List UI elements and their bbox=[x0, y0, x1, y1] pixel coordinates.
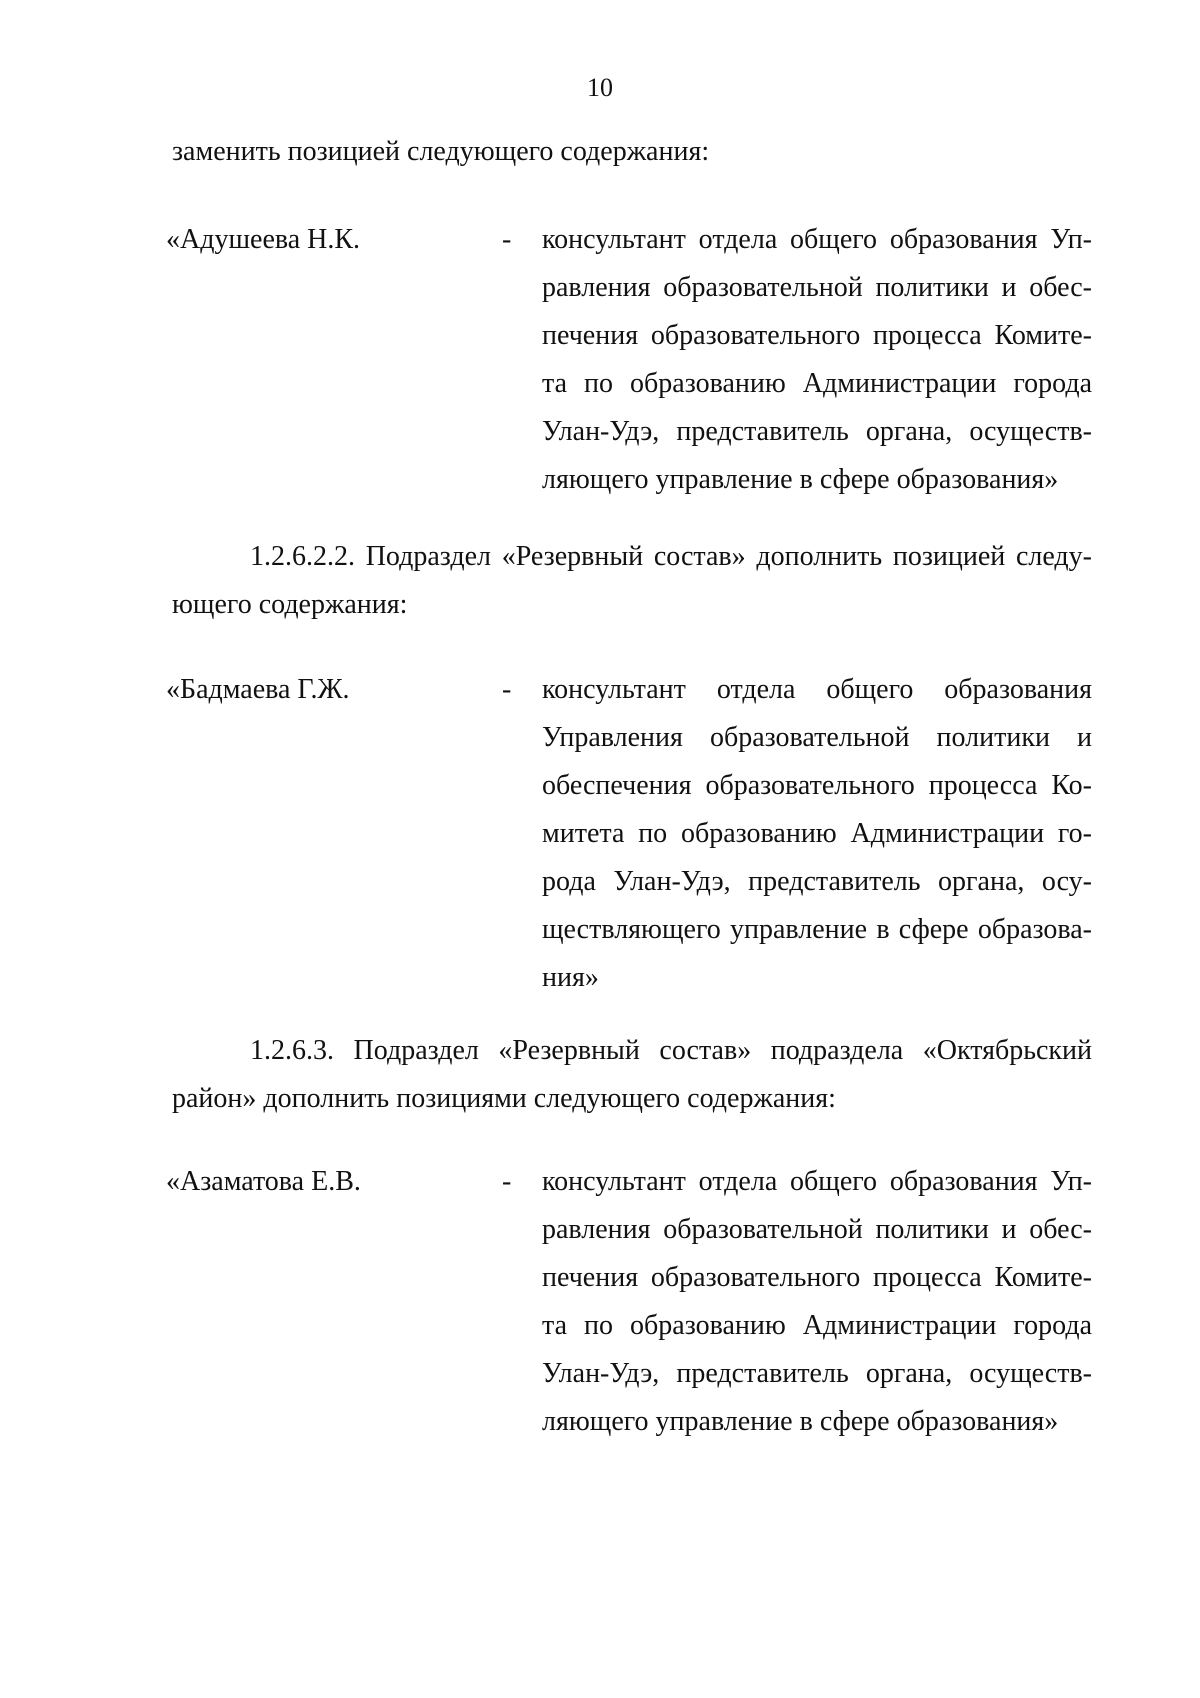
description-line: ляющего управление в сфере образования» bbox=[542, 1406, 1059, 1437]
description-line: рода Улан-Удэ, представитель органа, осу- bbox=[542, 866, 1092, 897]
page-number: 10 bbox=[587, 73, 613, 102]
description-line: ляющего управление в сфере образования» bbox=[542, 464, 1059, 495]
intro-line: заменить позицией следующего содержания: bbox=[172, 136, 710, 167]
person-name: «Бадмаева Г.Ж. bbox=[166, 674, 350, 705]
paragraph-line: 1.2.6.3. Подраздел «Резервный состав» подраздела «Октябрьский bbox=[250, 1035, 1092, 1066]
description-line: консультант отдела общего образования Уп- bbox=[542, 224, 1092, 255]
description-line: та по образованию Администрации города bbox=[542, 368, 1092, 399]
description-line: ществляющего управление в сфере образова- bbox=[542, 914, 1092, 945]
dash-separator: - bbox=[502, 1166, 512, 1197]
description-line: печения образовательного процесса Комите- bbox=[542, 320, 1092, 351]
person-description bbox=[542, 1158, 1092, 1446]
description-line: Улан-Удэ, представитель органа, осуществ- bbox=[542, 416, 1092, 447]
description-line: равления образовательной политики и обес- bbox=[542, 272, 1092, 303]
description-line: Управления образовательной политики и bbox=[542, 722, 1092, 753]
description-line: печения образовательного процесса Комите- bbox=[542, 1262, 1092, 1293]
description-line: митета по образованию Администрации го- bbox=[542, 818, 1092, 849]
dash-separator: - bbox=[502, 674, 512, 705]
person-description bbox=[542, 666, 1092, 1002]
person-name: «Азаматова Е.В. bbox=[166, 1166, 361, 1197]
description-line: консультант отдела общего образования Уп- bbox=[542, 1166, 1092, 1197]
paragraph-line: 1.2.6.2.2. Подраздел «Резервный состав» дополнить позицией следу- bbox=[250, 541, 1092, 572]
description-line: Улан-Удэ, представитель органа, осуществ- bbox=[542, 1358, 1092, 1389]
description-line: консультант отдела общего образования bbox=[542, 674, 1092, 705]
paragraph-1-2-6-3 bbox=[172, 1027, 1092, 1123]
paragraph-line: ющего содержания: bbox=[172, 589, 408, 620]
description-line: обеспечения образовательного процесса Ко- bbox=[542, 770, 1092, 801]
dash-separator: - bbox=[502, 224, 512, 255]
description-line: равления образовательной политики и обес- bbox=[542, 1214, 1092, 1245]
description-line: ния» bbox=[542, 962, 599, 993]
person-name: «Адушеева Н.К. bbox=[166, 224, 361, 255]
person-description bbox=[542, 216, 1092, 504]
paragraph-line: район» дополнить позициями следующего содержания: bbox=[172, 1083, 836, 1114]
paragraph-1-2-6-2-2 bbox=[172, 533, 1092, 629]
description-line: та по образованию Администрации города bbox=[542, 1310, 1092, 1341]
